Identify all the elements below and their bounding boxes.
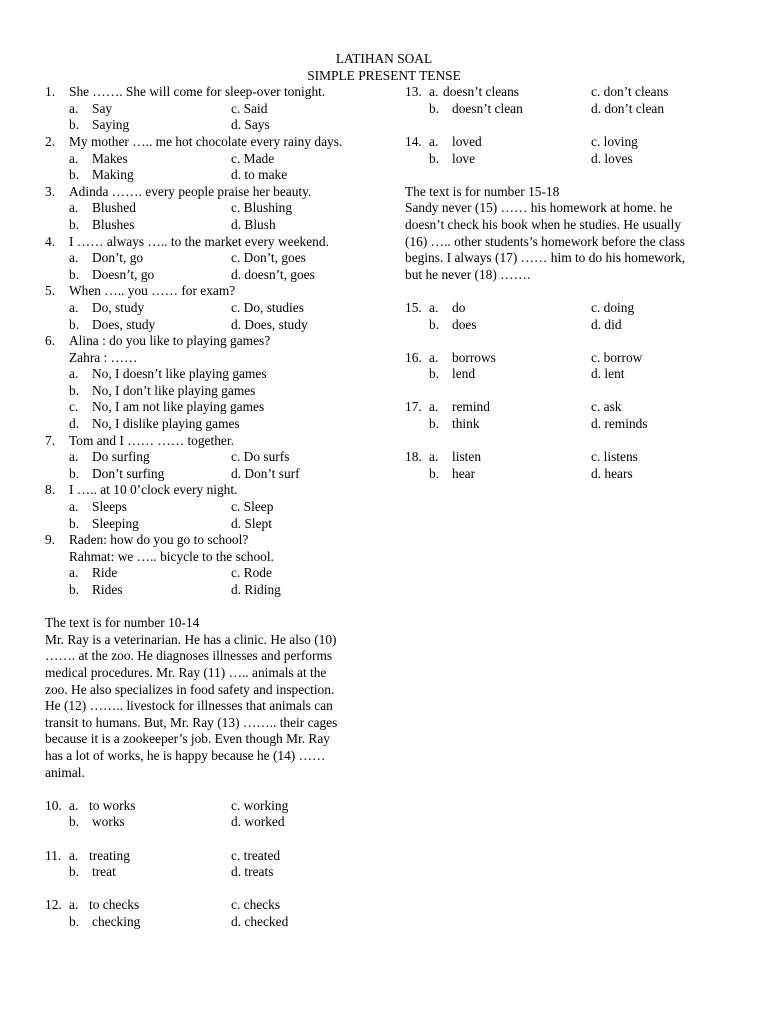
question-16-options-row-1: 16. a. borrows c. borrow [405,349,643,365]
question-9-stem: 9. Raden: how do you go to school? [45,532,249,548]
question-18-options-row-1: 18. a. listen c. listens [405,449,638,465]
question-5-stem: 5. When ….. you …… for exam? [45,283,236,299]
passage-2-line: doesn’t check his book when he studies. He usually [405,216,682,232]
question-4-stem: 4. I …… always ….. to the market every weekend. [45,233,329,249]
question-6-option-c: c. No, I am not like playing games [69,399,265,415]
question-7-options-row-2: b. Don’t surfing d. Don’t surf [69,465,300,481]
question-5-options-row-2: b. Does, study d. Does, study [69,316,308,332]
question-8-options-row-2: b. Sleeping d. Slept [69,515,272,531]
question-14-options-row-1: 14. a. loved c. loving [405,133,638,149]
worksheet-subtitle: SIMPLE PRESENT TENSE [307,67,461,83]
passage-2-heading: The text is for number 15-18 [405,183,560,199]
question-1-options-row-2: b. Saying d. Says [69,117,270,133]
question-9-stem-2: Rahmat: we ….. bicycle to the school. [69,548,274,564]
question-1-stem: 1. She ……. She will come for sleep-over tonight. [45,84,326,100]
question-15-options-row-2: b. does d. did [429,316,622,332]
worksheet-title: LATIHAN SOAL [335,51,433,66]
passage-2-line: (16) ….. other students’s homework before the class [405,233,686,249]
passage-2-line: but he never (18) ……. [405,266,531,282]
passage-1-line: zoo. He also specializes in food safety and inspection. [45,681,335,697]
question-5-options-row-1: a. Do, study c. Do, studies [69,299,304,315]
question-3-options-row-2: b. Blushes d. Blush [69,216,276,232]
question-1-options-row-1: a. Say c. Said [69,100,268,116]
question-3-options-row-1: a. Blushed c. Blushing [69,200,293,216]
question-8-options-row-1: a. Sleeps c. Sleep [69,499,274,515]
question-11-options-row-2: b. treat d. treats [69,864,274,880]
question-17-options-row-2: b. think d. reminds [429,416,648,432]
passage-1-line: animal. [45,764,85,780]
question-13-options-row-1: 13. a. doesn’t cleans c. don’t cleans [405,84,669,100]
question-11-options-row-1: 11. a. treating c. treated [45,847,281,863]
left-column [45,84,375,930]
question-6-stem-2: Zahra : …… [69,349,138,365]
question-7-stem: 7. Tom and I …… …… together. [45,432,234,448]
question-6-stem: 6. Alina : do you like to playing games? [45,333,271,349]
question-2-options-row-1: a. Makes c. Made [69,150,275,166]
question-9-options-row-2: b. Rides d. Riding [69,582,281,597]
passage-1-line: medical procedures. Mr. Ray (11) ….. animals at the [45,664,327,680]
question-12-options-row-1: 12. a. to checks c. checks [45,897,281,913]
question-2-options-row-2: b. Making d. to make [69,167,288,183]
question-18-options-row-2: b. hear d. hears [429,465,633,481]
passage-1-line: because it is a zookeeper’s job. Even though Mr. Ray [45,731,330,747]
passage-2-line: begins. I always (17) …… him to do his homework, [405,250,686,266]
question-2-stem: 2. My mother ….. me hot chocolate every rainy days. [45,133,343,149]
question-12-options-row-2: b. checking d. checked [69,913,289,929]
passage-2-line: Sandy never (15) …… his homework at home. he [405,200,673,216]
passage-1-line: has a lot of works, he is happy because he (14) …… [45,747,326,763]
question-10-options-row-2: b. works d. worked [69,814,285,830]
question-9-options-row-1: a. Ride c. Rode [69,565,272,581]
question-14-options-row-2: b. love d. loves [429,150,633,166]
question-8-stem: 8. I ….. at 10 0’clock every night. [45,482,238,498]
question-7-options-row-1: a. Do surfing c. Do surfs [69,449,290,465]
question-3-stem: 3. Adinda ……. every people praise her beauty. [45,183,312,199]
question-15-options-row-1: 15. a. do c. doing [405,299,635,315]
question-6-option-b: b. No, I don’t like playing games [69,382,256,398]
passage-1-line: He (12) …….. livestock for illnesses that animals can [45,698,333,714]
passage-1-heading: The text is for number 10-14 [45,615,200,631]
right-column [405,84,725,482]
question-17-options-row-1: 17. a. remind c. ask [405,399,622,415]
question-4-options-row-1: a. Don’t, go c. Don’t, goes [69,250,306,266]
passage-1-line: Mr. Ray is a veterinarian. He has a clinic. He also (10) [45,631,337,647]
passage-1-line: ……. at the zoo. He diagnoses illnesses and performs [45,648,333,664]
question-10-options-row-1: 10. a. to works c. working [45,797,289,813]
question-4-options-row-2: b. Doesn’t, go d. doesn’t, goes [69,266,315,282]
question-16-options-row-2: b. lend d. lent [429,366,625,382]
question-6-option-d: d. No, I dislike playing games [69,416,240,432]
question-13-options-row-2: b. doesn’t clean d. don’t clean [429,100,665,116]
passage-1-line: transit to humans. But, Mr. Ray (13) …….. their cages [45,714,338,730]
question-6-option-a: a. No, I doesn’t like playing games [69,366,267,382]
